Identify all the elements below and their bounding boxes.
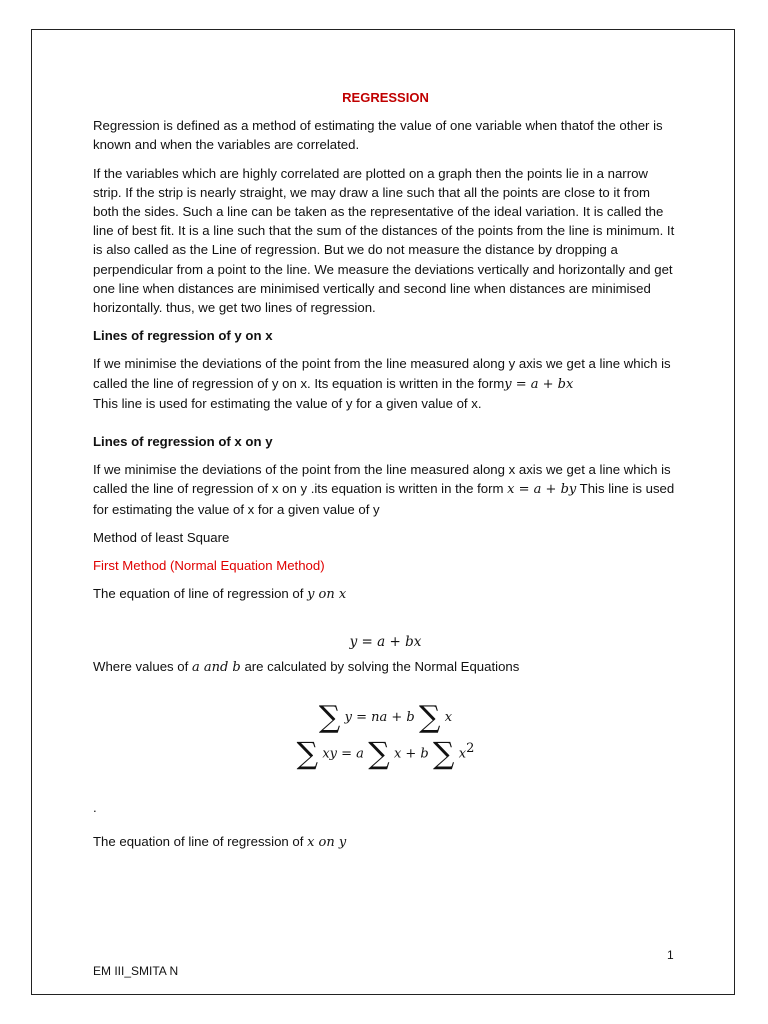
- y-on-x-usage: This line is used for estimating the value of y for a given value of x.: [93, 395, 482, 411]
- sigma-symbol: ∑: [419, 699, 441, 735]
- sigma-symbol: ∑: [318, 699, 341, 735]
- eq-line-x-on-y-text: The equation of line of regression of: [93, 834, 304, 850]
- intro-paragraph: Regression is defined as a method of estimating the value of one variable when thatof the other is known and when the variables are correlated.: [93, 118, 663, 153]
- heading-y-on-x: Lines of regression of y on x: [93, 328, 273, 344]
- normal-eq1-lhs: y = na + b: [344, 709, 415, 725]
- where-text-after: are calculated by solving the Normal Equations: [244, 658, 520, 674]
- first-method-heading: First Method (Normal Equation Method): [93, 558, 325, 574]
- y-on-x-paragraph: [93, 354, 678, 413]
- eq-line-x-on-y-var: x on y: [307, 835, 347, 851]
- normal-equation-1: [93, 699, 678, 735]
- spacer: [93, 686, 678, 702]
- normal-equation-2: [93, 734, 678, 772]
- eq-line-y-on-x: [93, 584, 678, 604]
- y-on-x-equation: y = a + bx: [504, 376, 574, 392]
- footer-author: EM III_SMITA N: [93, 964, 179, 978]
- y-on-x-text: If we minimise the deviations of the point from the line measured along y axis we get a line which is called the line of regression of y on x. Its equation is written in the form: [93, 356, 671, 391]
- normal-eq2-rhs: x: [458, 746, 467, 762]
- eq-line-y-on-x-text: The equation of line of regression of: [93, 586, 304, 602]
- page-number: 1: [667, 948, 674, 962]
- where-vars: a and b: [191, 659, 241, 675]
- stray-dot: .: [93, 799, 97, 815]
- sigma-symbol: ∑: [433, 736, 455, 772]
- document-title: REGRESSION: [342, 90, 429, 105]
- x-on-y-usage: This line is used for estimating the value of x for a given value of y: [93, 481, 675, 517]
- heading-x-on-y: Lines of regression of x on y: [93, 434, 273, 450]
- where-paragraph: [93, 657, 678, 677]
- x-on-y-paragraph: [93, 460, 678, 519]
- sigma-symbol: ∑: [296, 736, 319, 772]
- spacer: [93, 613, 678, 633]
- normal-eq2-lhs: xy = a: [322, 746, 364, 762]
- best-fit-paragraph: If the variables which are highly correlated are plotted on a graph then the points lie in a narrow strip. If the strip is nearly straight, we may draw a line such that all the points are close to it from both the sides. Such a line can be taken as the representative of the ideal variation. It is called the line of best fit. It is a line such that the sum of the distances of the points from the line is minimum. It is also called as the Line of regression. But we do not measure the distance by dropping a perpendicular from a point to the line. We measure the deviations vertically and horizontally and get one line when distances are minimised vertically and second line when distances are minimised horizontally. thus, we get two lines of regression.: [93, 165, 675, 316]
- spacer: [93, 422, 678, 432]
- x-on-y-equation: x = a + by: [507, 482, 577, 498]
- normal-eq2-exponent: 2: [466, 740, 475, 756]
- method-label: Method of least Square: [93, 529, 230, 545]
- where-text: Where values of: [93, 658, 189, 674]
- sigma-symbol: ∑: [368, 736, 390, 772]
- eq-line-x-on-y: [93, 832, 678, 852]
- main-equation: y = a + bx: [349, 634, 422, 651]
- normal-eq2-mid: x + b: [393, 746, 429, 762]
- document-body: [93, 88, 678, 861]
- x-on-y-text: If we minimise the deviations of the point from the line measured along x axis we get a line which is called the line of regression of x on y .its equation is written in the form: [93, 462, 671, 497]
- normal-eq1-rhs: x: [444, 709, 453, 725]
- eq-line-y-on-x-var: y on x: [307, 587, 347, 603]
